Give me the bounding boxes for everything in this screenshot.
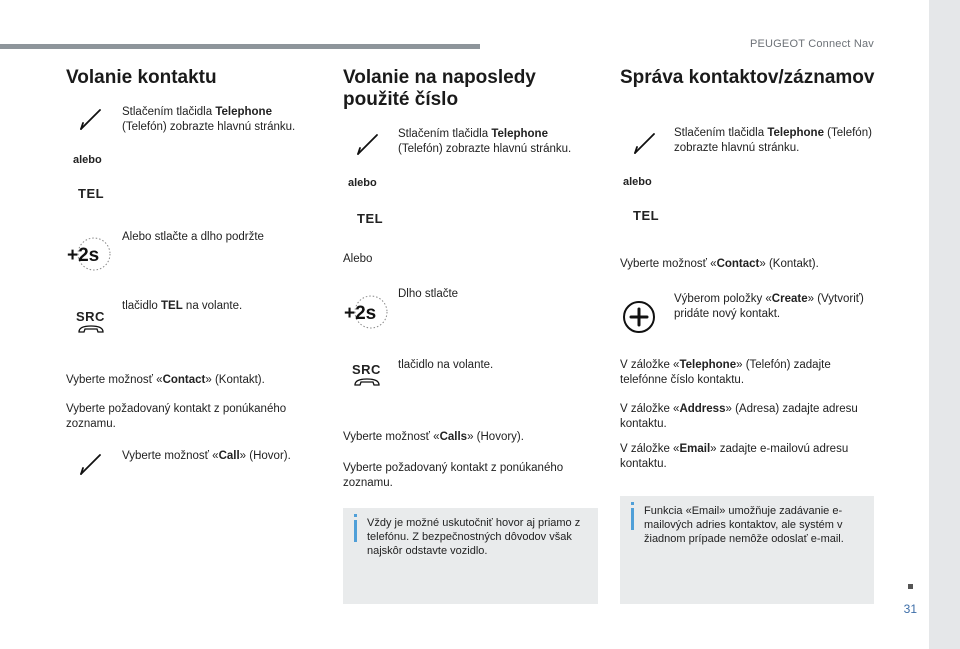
side-strip	[929, 0, 960, 649]
touch-pen-icon	[78, 451, 104, 477]
src-label: SRC	[76, 309, 105, 324]
step-telephone: Stlačením tlačidla Telephone (Telefón) zobrazte hlavnú stránku.	[674, 127, 872, 154]
note-text: Funkcia «Email» umožňuje zadávanie e-mailových adries kontaktov, ale systém v žiadnom prípade nemôže odoslať e-mail.	[644, 505, 844, 545]
or-label: alebo	[73, 154, 102, 166]
or-label: alebo	[348, 177, 377, 189]
step-long-press: Dlho stlačte	[398, 288, 459, 300]
src-button-icon	[352, 362, 382, 387]
svg-text:+2s: +2s	[344, 303, 377, 324]
section-title: Volanie na naposledy použité číslo	[343, 67, 536, 110]
touch-pen-icon	[78, 106, 104, 132]
page-marker	[908, 584, 913, 589]
email-tab-text: V záložke «Email» zadajte e-mailovú adresu kontaktu.	[620, 443, 849, 470]
long-press-icon	[343, 294, 389, 330]
phone-handset-icon	[352, 377, 382, 387]
header-bar	[0, 44, 480, 49]
src-button-icon	[76, 309, 106, 334]
info-note	[620, 496, 874, 604]
select-contact-text: Vyberte možnosť «Contact» (Kontakt).	[620, 258, 819, 270]
info-icon	[354, 520, 357, 542]
step-tel-wheel: tlačidlo TEL na volante.	[122, 300, 243, 312]
tel-button-label: TEL	[357, 211, 384, 226]
brand-title: PEUGEOT Connect Nav	[749, 38, 874, 50]
or-text: Alebo	[343, 253, 373, 265]
touch-pen-icon	[632, 130, 658, 156]
add-circle-icon	[622, 300, 656, 334]
step-long-press: Alebo stlačte a dlho podržte	[122, 231, 264, 243]
tel-button-label: TEL	[78, 186, 105, 201]
telephone-tab-text: V záložke «Telephone» (Telefón) zadajte telefónne číslo kontaktu.	[620, 359, 831, 386]
src-label: SRC	[352, 362, 381, 377]
address-tab-text: V záložke «Address» (Adresa) zadajte adresu kontaktu.	[620, 403, 858, 430]
svg-text:+2s: +2s	[67, 245, 100, 266]
step-wheel: tlačidlo na volante.	[398, 359, 494, 371]
select-from-list-text: Vyberte požadovaný kontakt z ponúkaného zoznamu.	[66, 403, 287, 430]
step-telephone: Stlačením tlačidla Telephone (Telefón) zobrazte hlavnú stránku.	[122, 106, 296, 133]
info-note	[343, 508, 598, 604]
long-press-icon	[66, 236, 112, 272]
select-calls-text: Vyberte možnosť «Calls» (Hovory).	[343, 431, 524, 443]
phone-handset-icon	[76, 324, 106, 334]
page-number: 31	[903, 602, 917, 616]
tel-button-label: TEL	[633, 208, 660, 223]
step-telephone: Stlačením tlačidla Telephone (Telefón) zobrazte hlavnú stránku.	[398, 128, 572, 155]
select-from-list-text: Vyberte požadovaný kontakt z ponúkaného zoznamu.	[343, 462, 564, 489]
note-text: Vždy je možné uskutočniť hovor aj priamo z telefónu. Z bezpečnostných dôvodov však najskôr odstavte vozidlo.	[367, 517, 581, 557]
touch-pen-icon	[355, 131, 381, 157]
info-icon	[631, 508, 634, 530]
section-title: Správa kontaktov/záznamov	[620, 67, 875, 88]
step-create: Výberom položky «Create» (Vytvoriť) pridáte nový kontakt.	[674, 293, 864, 320]
section-title: Volanie kontaktu	[66, 67, 217, 88]
or-label: alebo	[623, 176, 652, 188]
step-call: Vyberte možnosť «Call» (Hovor).	[122, 450, 291, 462]
select-contact-text: Vyberte možnosť «Contact» (Kontakt).	[66, 374, 265, 386]
